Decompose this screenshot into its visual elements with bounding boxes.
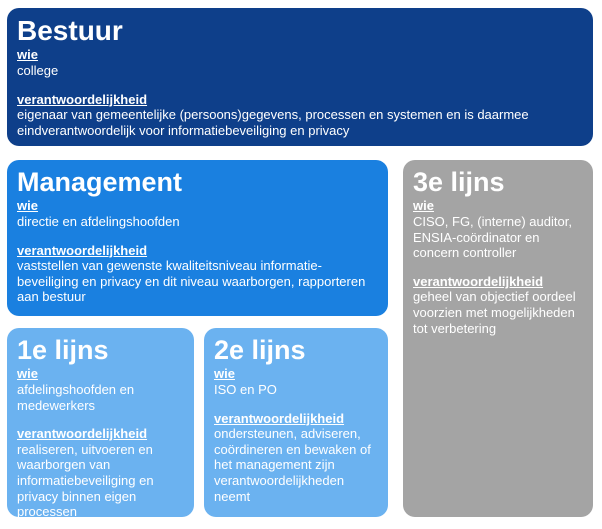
- lijn2-verantwoordelijkheid-label: verantwoordelijkheid: [214, 410, 345, 426]
- management-box: [7, 160, 388, 316]
- lijn1-wie-text: afdelingshoofden en medewerkers: [17, 381, 135, 413]
- management-verantwoordelijkheid-text: vaststellen van gewenste kwaliteitsniveau informatie-beveiliging en privacy en dit niveau waarborgen, rapporteren aan bestuur: [17, 258, 366, 305]
- lijn3-wie-label: wie: [413, 198, 434, 214]
- lijn2-verantwoordelijkheid-text: ondersteunen, adviseren, coördineren en bewaken of het management zijn verantwoordelijkheden neemt: [214, 426, 371, 504]
- lijn1-title: 1e lijns: [17, 335, 109, 365]
- lijn2-box: [204, 328, 388, 517]
- lijn1-box: [7, 328, 194, 520]
- lijn3-verantwoordelijkheid-label: verantwoordelijkheid: [413, 273, 544, 289]
- management-wie-text: directie en afdelingshoofden: [17, 213, 180, 229]
- lijn3-title: 3e lijns: [413, 167, 505, 197]
- bestuur-box: [7, 8, 593, 146]
- lijn2-wie-text: ISO en PO: [214, 381, 277, 397]
- management-wie-label: wie: [17, 198, 38, 214]
- lijn1-wie-label: wie: [17, 366, 38, 382]
- lijn3-verantwoordelijkheid-text: geheel van objectief oordeel voorzien met mogelijkheden tot verbetering: [413, 289, 576, 336]
- lijn2-wie-label: wie: [214, 366, 235, 382]
- lijn1-verantwoordelijkheid-label: verantwoordelijkheid: [17, 426, 148, 442]
- bestuur-wie-label: wie: [17, 47, 38, 63]
- lijn2-title: 2e lijns: [214, 335, 306, 365]
- bestuur-verantwoordelijkheid-label: verantwoordelijkheid: [17, 91, 148, 107]
- lijn1-verantwoordelijkheid-text: realiseren, uitvoeren en waarborgen van informatiebeveiliging en privacy binnen eigen processen: [17, 441, 154, 520]
- bestuur-title: Bestuur: [17, 15, 123, 46]
- management-verantwoordelijkheid-label: verantwoordelijkheid: [17, 242, 148, 258]
- management-title: Management: [17, 167, 183, 197]
- lijn3-box: [403, 160, 593, 517]
- bestuur-verantwoordelijkheid-text: eigenaar van gemeentelijke (persoons)gegevens, processen en systemen en is daarmee eindverantwoordelijk voor informatiebeveiliging en privacy: [17, 107, 529, 138]
- bestuur-wie-text: college: [17, 62, 59, 78]
- lijn3-wie-text: CISO, FG, (interne) auditor, ENSIA-coördinator en concern controller: [413, 213, 572, 261]
